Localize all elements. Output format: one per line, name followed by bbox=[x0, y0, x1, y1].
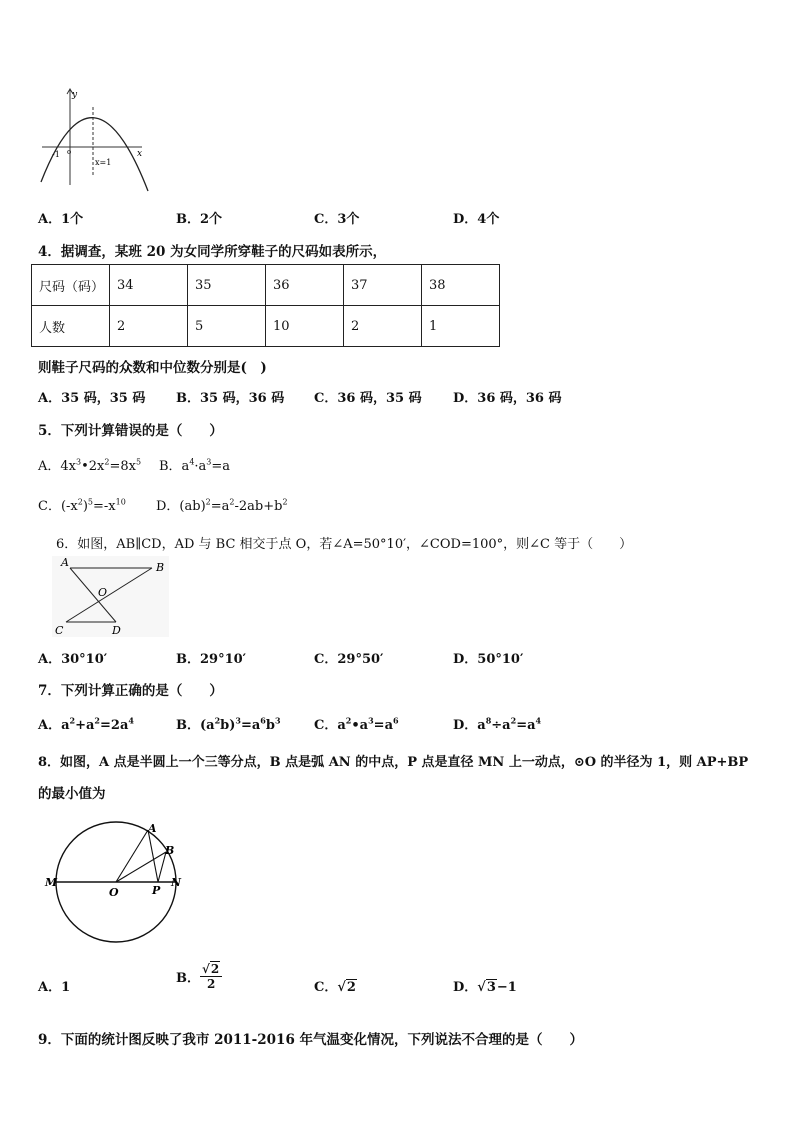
q5-c-text: ) bbox=[82, 499, 88, 514]
q4-option-c[interactable]: C．36 码，35 码 bbox=[314, 391, 422, 406]
q7-option-b[interactable] bbox=[176, 714, 281, 733]
q8-option-b[interactable] bbox=[176, 962, 222, 991]
q7-a-text: A．a bbox=[38, 718, 70, 733]
q7-d-exp: 2 bbox=[510, 715, 517, 726]
q8-c-prefix: C． bbox=[314, 980, 338, 995]
q7-a-exp: 2 bbox=[94, 715, 100, 726]
q5-option-d[interactable] bbox=[156, 495, 288, 514]
table-cell: 人数 bbox=[32, 306, 110, 347]
y-axis-label: y bbox=[72, 90, 78, 100]
point-a-label: A bbox=[148, 822, 157, 835]
table-cell: 36 bbox=[266, 265, 344, 306]
origin-label: o bbox=[67, 148, 72, 156]
circle-figure bbox=[44, 818, 194, 950]
q5-b-text: B．a bbox=[159, 459, 190, 474]
q7-b-exp: 3 bbox=[235, 715, 241, 726]
q5-b-text: =a bbox=[211, 459, 231, 474]
axis-of-symmetry-label: x=1 bbox=[95, 158, 112, 167]
q3-option-c[interactable]: C．3个 bbox=[314, 212, 360, 227]
q7-option-c[interactable] bbox=[314, 714, 399, 733]
q6-option-b[interactable]: B．29°10′ bbox=[176, 652, 247, 667]
q5-a-text: •2x bbox=[81, 459, 105, 474]
point-b-label: B bbox=[156, 561, 165, 574]
q7-d-text: D．a bbox=[453, 718, 486, 733]
q7-b-text: =a bbox=[240, 718, 261, 733]
q7-a-text: =2a bbox=[100, 718, 129, 733]
q5-option-a[interactable] bbox=[38, 455, 141, 474]
q8-stem-line2: 的最小值为 bbox=[38, 786, 106, 802]
point-c-label: C bbox=[55, 624, 64, 637]
parallel-lines-figure bbox=[52, 556, 170, 638]
point-o-label: O bbox=[109, 886, 119, 899]
q7-option-d[interactable] bbox=[453, 714, 541, 733]
q7-d-text: =a bbox=[516, 718, 536, 733]
q5-a-exp: 3 bbox=[76, 457, 82, 467]
q6-stem: 6．如图，AB∥CD，AD 与 BC 相交于点 O，若∠A=50°10′，∠COD=100°，则∠C 等于（ ） bbox=[56, 537, 633, 552]
q5-a-text: =8x bbox=[109, 459, 136, 474]
q5-b-text: ·a bbox=[194, 459, 207, 474]
q4-option-d[interactable]: D．36 码，36 码 bbox=[453, 391, 562, 406]
q7-b-text: b) bbox=[220, 718, 236, 733]
neg-one-label: -1 bbox=[52, 150, 60, 159]
q7-a-exp: 2 bbox=[69, 715, 76, 726]
table-cell: 尺码（码） bbox=[32, 265, 110, 306]
q5-c-exp: 10 bbox=[115, 497, 126, 507]
point-o-label: O bbox=[98, 586, 108, 599]
q7-c-text: =a bbox=[373, 718, 393, 733]
point-p-label: P bbox=[152, 884, 161, 897]
q5-a-exp: 5 bbox=[135, 457, 142, 467]
q7-option-a[interactable] bbox=[38, 714, 134, 733]
q5-d-exp: 2 bbox=[229, 497, 235, 507]
q6-option-d[interactable]: D．50°10′ bbox=[453, 652, 524, 667]
q5-b-exp: 3 bbox=[206, 457, 212, 467]
point-m-label: M bbox=[45, 876, 58, 889]
q8-b-prefix: B． bbox=[176, 971, 200, 986]
q7-a-text: +a bbox=[75, 718, 95, 733]
radicand: 3 bbox=[486, 980, 496, 995]
q7-d-exp: 4 bbox=[535, 715, 542, 726]
q5-d-text: D．(ab) bbox=[156, 499, 206, 514]
q7-a-exp: 4 bbox=[128, 715, 134, 726]
point-n-label: N bbox=[171, 876, 182, 889]
radicand: 2 bbox=[210, 962, 220, 976]
q7-b-text: b bbox=[265, 718, 275, 733]
table-cell: 10 bbox=[266, 306, 344, 347]
q8-stem-line1: 8．如图，A 点是半圆上一个三等分点，B 点是弧 AN 的中点，P 点是直径 MN 上一动点，⊙O 的半径为 1，则 AP+BP bbox=[38, 755, 749, 770]
shoe-size-table bbox=[31, 264, 500, 347]
q4-question: 则鞋子尺码的众数和中位数分别是( ) bbox=[38, 360, 267, 376]
fraction-numerator: √2 bbox=[200, 962, 222, 977]
table-cell: 1 bbox=[422, 306, 500, 347]
table-cell: 37 bbox=[344, 265, 422, 306]
q7-d-exp: 8 bbox=[485, 715, 492, 726]
table-row bbox=[32, 306, 500, 347]
q3-option-d[interactable]: D．4个 bbox=[453, 212, 500, 227]
q5-c-text: C．(-x bbox=[38, 499, 78, 514]
q7-c-exp: 6 bbox=[393, 715, 399, 726]
table-cell: 2 bbox=[344, 306, 422, 347]
parabola-figure bbox=[38, 85, 153, 195]
q7-b-exp: 3 bbox=[274, 715, 281, 726]
q4-option-a[interactable]: A．35 码，35 码 bbox=[38, 391, 146, 406]
q5-a-text: A．4x bbox=[38, 459, 76, 474]
q4-stem: 4．据调查，某班 20 为女同学所穿鞋子的尺码如表所示， bbox=[38, 244, 387, 260]
q6-option-c[interactable]: C．29°50′ bbox=[314, 652, 384, 667]
q5-b-exp: 4 bbox=[189, 457, 195, 467]
q5-d-text: =a bbox=[210, 499, 230, 514]
q3-option-a[interactable]: A．1个 bbox=[38, 212, 84, 227]
table-cell: 2 bbox=[110, 306, 188, 347]
table-row bbox=[32, 265, 500, 306]
x-axis-label: x bbox=[137, 149, 143, 159]
q7-c-text: C．a bbox=[314, 718, 346, 733]
table-cell: 38 bbox=[422, 265, 500, 306]
q7-b-exp: 2 bbox=[214, 715, 221, 726]
fraction-denominator: 2 bbox=[206, 977, 216, 991]
radicand: 2 bbox=[346, 980, 356, 995]
fraction bbox=[200, 962, 222, 991]
q8-option-a[interactable]: A．1 bbox=[38, 980, 71, 995]
q9-stem: 9．下面的统计图反映了我市 2011-2016 年气温变化情况，下列说法不合理的是（ ） bbox=[38, 1032, 584, 1048]
q5-option-c[interactable] bbox=[38, 495, 126, 514]
q4-option-b[interactable]: B．35 码，36 码 bbox=[176, 391, 285, 406]
q7-stem: 7．下列计算正确的是（ ） bbox=[38, 683, 223, 699]
q5-a-exp: 2 bbox=[104, 457, 110, 467]
q8-option-c[interactable]: C．√2 bbox=[314, 980, 356, 995]
table-cell: 34 bbox=[110, 265, 188, 306]
q5-c-exp: 5 bbox=[87, 497, 94, 507]
q5-d-exp: 2 bbox=[282, 497, 288, 507]
q8-option-d[interactable]: D．√3−1 bbox=[453, 980, 517, 995]
q5-c-exp: 2 bbox=[77, 497, 83, 507]
q7-b-text: B．(a bbox=[176, 718, 215, 733]
q5-c-text: =-x bbox=[93, 499, 116, 514]
q8-d-prefix: D． bbox=[453, 980, 478, 995]
q7-c-text: •a bbox=[351, 718, 369, 733]
table-cell: 35 bbox=[188, 265, 266, 306]
q5-d-exp: 2 bbox=[205, 497, 211, 507]
q8-d-tail: −1 bbox=[496, 980, 517, 995]
point-a-label: A bbox=[61, 556, 69, 569]
q5-d-text: -2ab+b bbox=[234, 499, 283, 514]
table-cell: 5 bbox=[188, 306, 266, 347]
q7-c-exp: 3 bbox=[368, 715, 374, 726]
q7-c-exp: 2 bbox=[345, 715, 352, 726]
q7-d-text: ÷a bbox=[491, 718, 511, 733]
point-d-label: D bbox=[112, 624, 121, 637]
point-b-label: B bbox=[165, 844, 175, 857]
q5-stem: 5．下列计算错误的是（ ） bbox=[38, 423, 223, 439]
q7-b-exp: 6 bbox=[260, 715, 266, 726]
q3-option-b[interactable]: B．2个 bbox=[176, 212, 223, 227]
q5-option-b[interactable] bbox=[159, 455, 230, 474]
q6-option-a[interactable]: A．30°10′ bbox=[38, 652, 108, 667]
